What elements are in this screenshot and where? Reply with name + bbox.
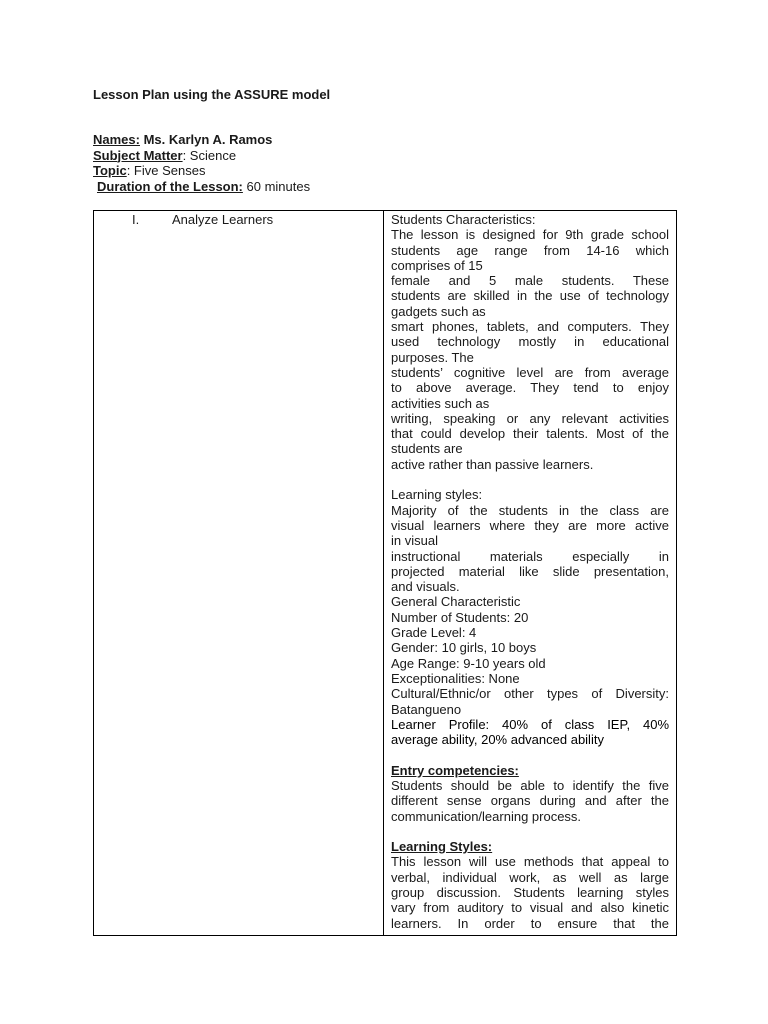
text-line: that could develop their talents. Most of the [391, 426, 669, 442]
text-line: used technology mostly in educational [391, 334, 669, 350]
students-characteristics-heading: Students Characteristics: [391, 212, 536, 227]
duration-label: Duration of the Lesson: [97, 178, 243, 194]
phase-cell [94, 211, 384, 936]
text-line: Batangueno [391, 701, 462, 717]
text-line: Exceptionalities: None [391, 670, 520, 686]
text-line: This lesson will use methods that appeal to [391, 854, 669, 870]
text-line: instructional materials especially in [391, 548, 669, 564]
text-line: group discussion. Students learning styles [391, 885, 669, 901]
text-line: average ability, 20% advanced ability [391, 732, 604, 748]
text-line: female and 5 male students. These [391, 273, 669, 289]
text-line: active rather than passive learners. [391, 456, 594, 472]
topic-line [93, 163, 310, 179]
document-title: Lesson Plan using the ASSURE model [93, 87, 331, 102]
text-line: Gender: 10 girls, 10 boys [391, 640, 537, 656]
topic-label: Topic [93, 163, 127, 178]
text-line: Students should be able to identify the five [391, 777, 669, 793]
text-line: smart phones, tablets, and computers. They [391, 319, 669, 335]
subject-value: : Science [182, 147, 237, 163]
phase-name: Analyze Learners [172, 212, 274, 227]
text-line: visual learners where they are more active [391, 517, 669, 533]
text-line: comprises of 15 [391, 257, 483, 273]
duration-line [93, 179, 310, 195]
text-line: vary from auditory to visual and also kinetic [391, 900, 669, 916]
text-line: purposes. The [391, 349, 474, 365]
subject-label: Subject Matter [93, 147, 183, 163]
text-line: Cultural/Ethnic/or other types of Diversity: [391, 686, 669, 702]
phase-number: I. [132, 212, 140, 227]
text-line: students’ cognitive level are from average [391, 364, 669, 380]
lesson-header [93, 132, 310, 194]
text-line: Learner Profile: 40% of class IEP, 40% [391, 716, 669, 732]
text-line: activities such as [391, 395, 490, 411]
entry-competencies-heading: Entry competencies: [391, 762, 519, 778]
text-line: verbal, individual work, as well as large [391, 869, 669, 885]
text-line: and visuals. [391, 579, 460, 595]
text-line: writing, speaking or any relevant activities [391, 410, 669, 426]
text-line: students are skilled in the use of technology [391, 288, 669, 304]
learning-styles-2-heading: Learning Styles: [391, 839, 493, 855]
text-line: Age Range: 9-10 years old [391, 655, 546, 671]
subject-line [93, 148, 310, 164]
lesson-plan-table [93, 210, 677, 936]
text-line: different sense organs during and after the [391, 793, 669, 809]
text-line: students age range from 14-16 which [391, 242, 669, 258]
topic-value: : Five Senses [126, 163, 206, 178]
names-value: Ms. Karlyn A. Ramos [139, 132, 273, 147]
text-line: gadgets such as [391, 303, 486, 319]
names-line [93, 132, 310, 148]
details-cell [384, 211, 677, 936]
text-line: to above average. They tend to enjoy [391, 380, 669, 396]
text-line: projected material like slide presentation, [391, 563, 669, 579]
text-line: communication/learning process. [391, 808, 582, 824]
learning-styles-heading: Learning styles: [391, 487, 483, 503]
duration-value: 60 minutes [242, 178, 311, 194]
table-row [94, 211, 677, 936]
text-line: in visual [391, 533, 438, 549]
text-line: students are [391, 441, 463, 457]
text-line: The lesson is designed for 9th grade school [391, 227, 669, 243]
names-label: Names: [93, 132, 140, 147]
text-line: Grade Level: 4 [391, 625, 477, 641]
text-line: Majority of the students in the class are [391, 502, 669, 518]
text-line: Number of Students: 20 [391, 609, 529, 625]
text-line: learners. In order to ensure that the [391, 915, 669, 931]
general-characteristic-heading: General Characteristic [391, 594, 521, 610]
